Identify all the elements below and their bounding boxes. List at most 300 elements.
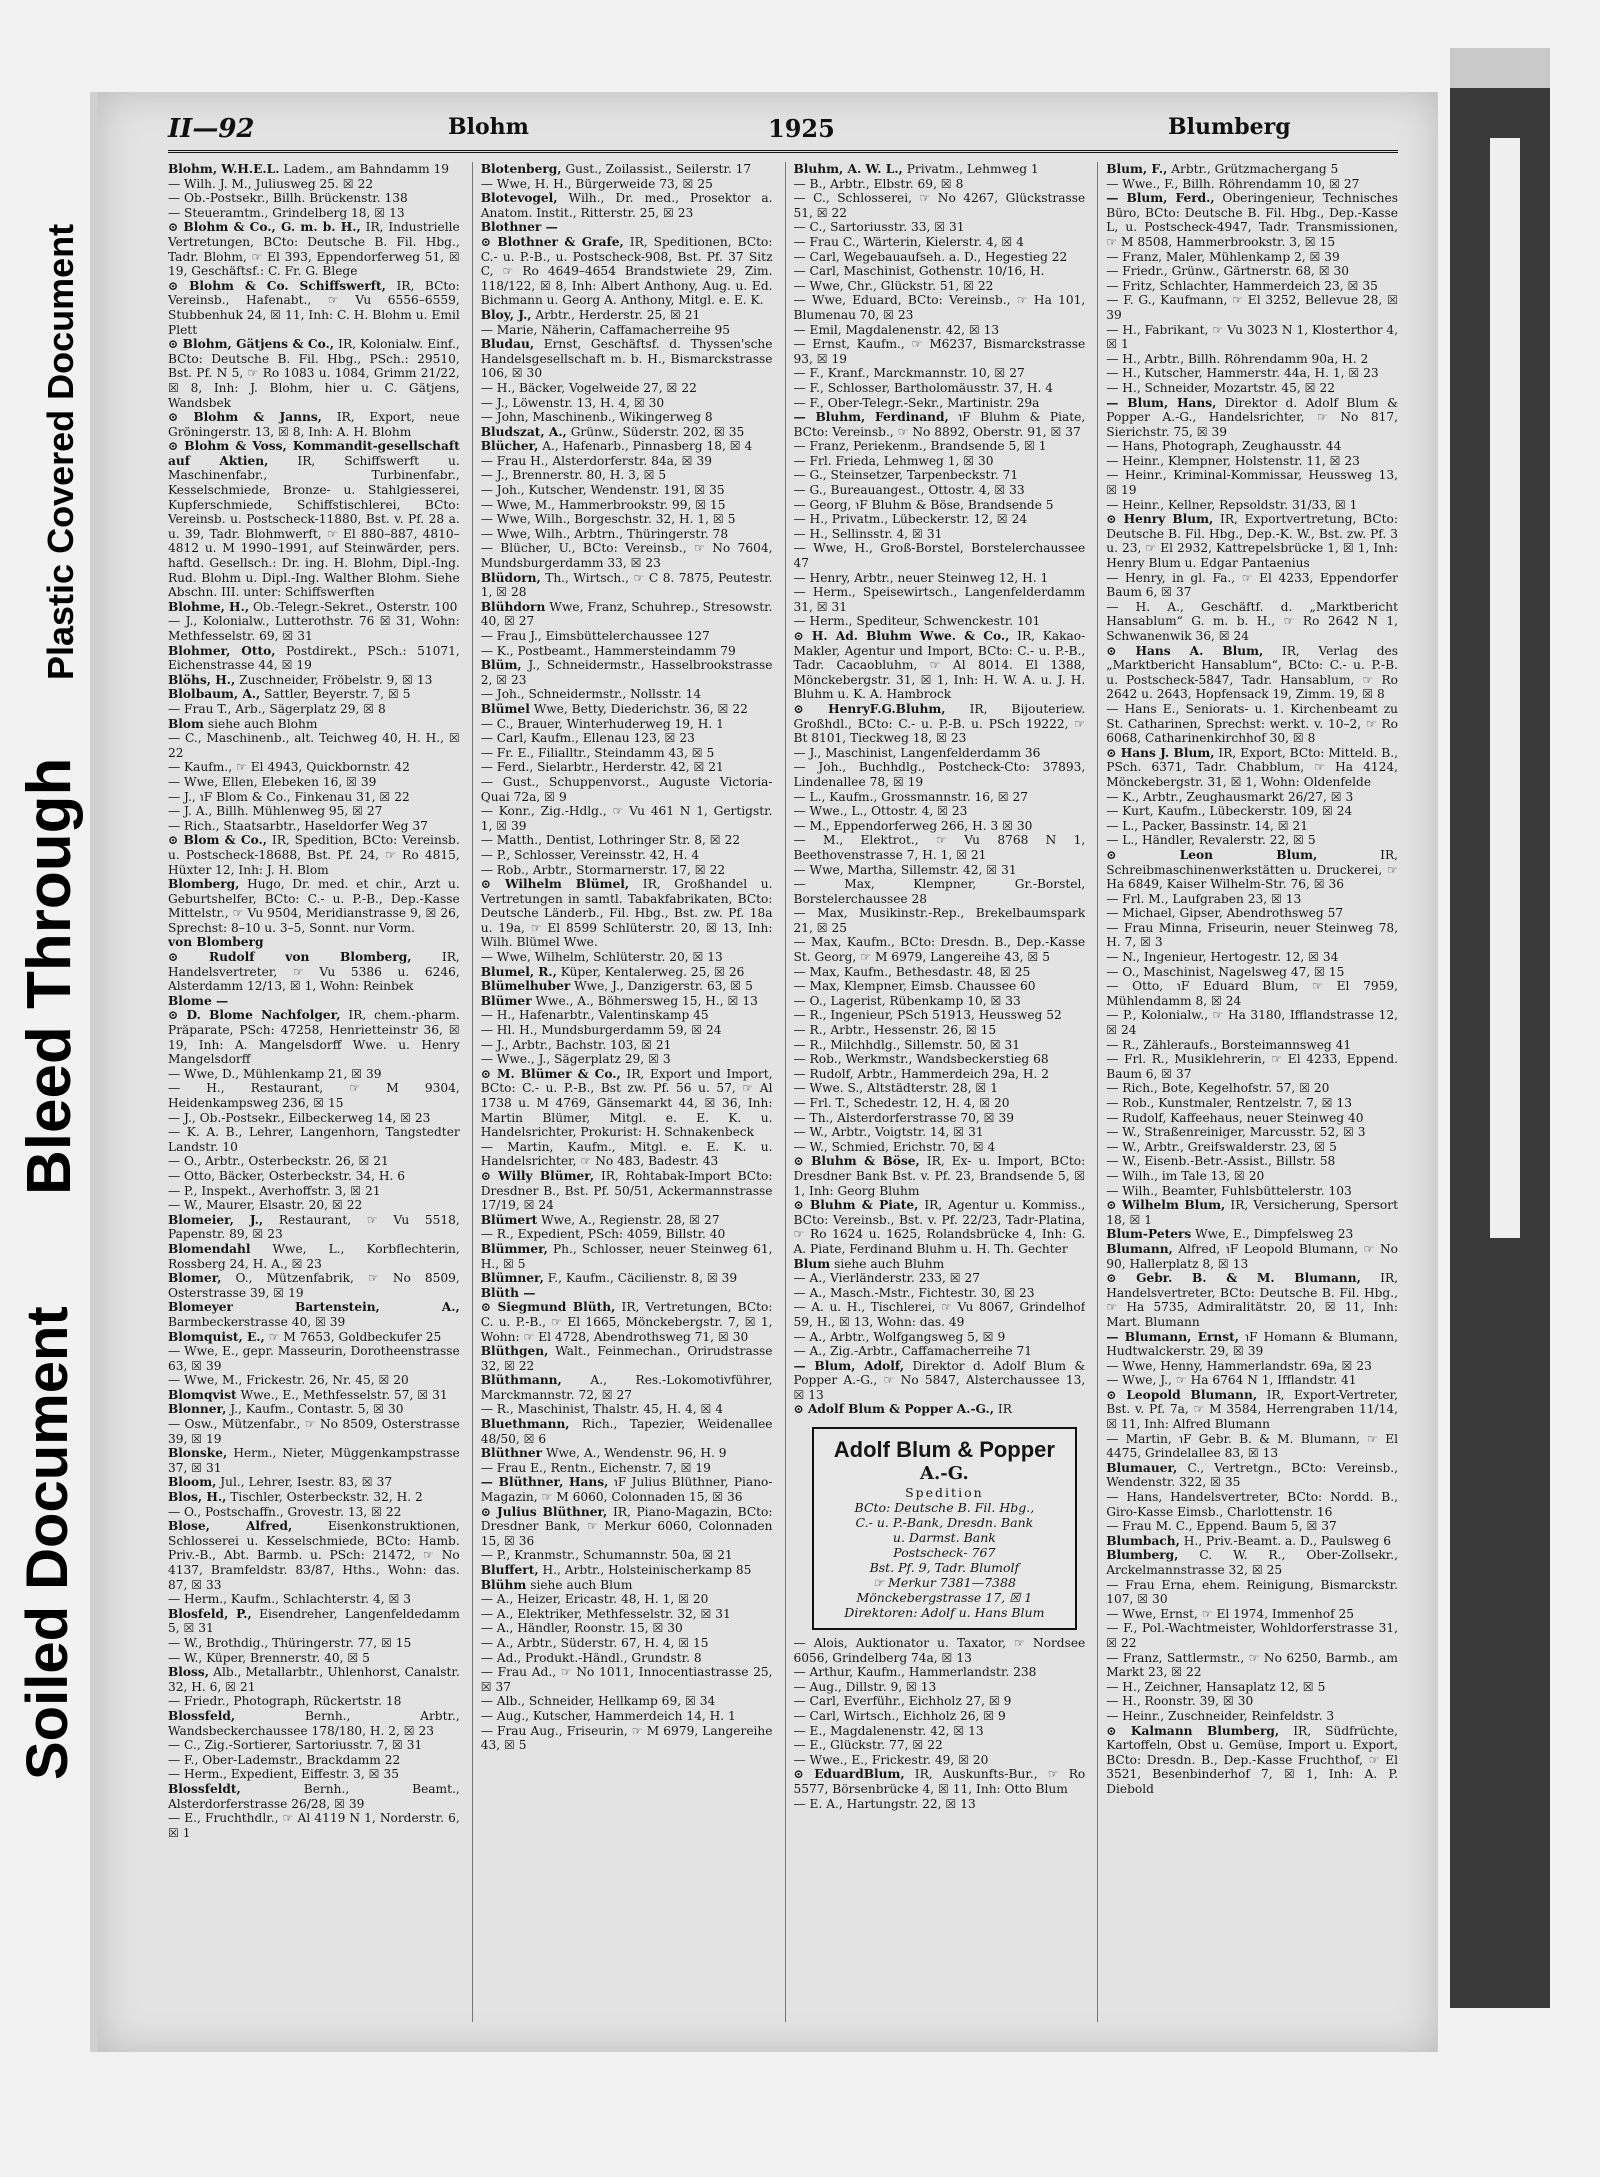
- directory-entry: [1106, 892, 1398, 907]
- entry-text: — O., Postschaffn., Grovestr. 13, ☒ 22: [168, 1504, 402, 1519]
- directory-entry: [481, 1038, 773, 1053]
- directory-entry: [794, 177, 1086, 192]
- entry-text: — Franz, Maler, Mühlenkamp 2, ☒ 39: [1106, 249, 1340, 264]
- entry-name: Blonner,: [168, 1402, 227, 1417]
- entry-text: — Hans, Handelsvertreter, BCto: Nordd. B., Giro-Kasse Eimsb., Charlottenstr. 16: [1106, 1490, 1398, 1519]
- directory-entry: [481, 1417, 773, 1446]
- entry-name: Blotenberg,: [480, 162, 562, 176]
- directory-entry: [481, 337, 773, 381]
- entry-text: — Th., Alsterdorferstrasse 70, ☒ 39: [793, 1110, 1014, 1125]
- entry-text: — Carl, Kaufm., Ellenau 123, ☒ 23: [480, 731, 695, 746]
- entry-name: Blomeier, J.,: [168, 1212, 264, 1227]
- directory-entry: [794, 264, 1086, 279]
- directory-entry: [481, 687, 773, 702]
- entry-text: Wwe, J., Danzigerstr. 63, ☒ 5: [574, 979, 753, 994]
- entry-name: Blossfeld,: [168, 1708, 236, 1723]
- directory-entry: [168, 760, 460, 775]
- directory-entry: [168, 1198, 460, 1213]
- entry-text: — C., Schlosserei, ☞ No 4267, Glückstrasse 51, ☒ 22: [793, 191, 1086, 220]
- directory-entry: [168, 1271, 460, 1300]
- directory-entry: [794, 191, 1086, 220]
- directory-entry: [794, 439, 1086, 454]
- directory-entry: [794, 1140, 1086, 1155]
- directory-entry: [168, 1125, 460, 1154]
- directory-entry: [481, 833, 773, 848]
- entry-name: Blomer,: [168, 1271, 222, 1286]
- entry-text: — Wwe., F., Billh. Röhrendamm 10, ☒ 27: [1106, 176, 1360, 191]
- directory-entry: [168, 731, 460, 760]
- entry-text: — Herm., Speisewirtsch., Langenfelderdamm 31, ☒ 31: [793, 585, 1086, 614]
- directory-entry: [168, 1242, 460, 1271]
- entry-text: — A., Elektriker, Methfesselstr. 32, ☒ 31: [480, 1606, 731, 1621]
- directory-entry: [168, 804, 460, 819]
- entry-text: Ob.-Telegr.-Sekret., Osterstr. 100: [252, 599, 458, 614]
- entry-text: — Wwe, Wilh., Arbtrn., Thüringerstr. 78: [480, 526, 729, 541]
- entry-text: — H., Restaurant, ☞ M 9304, Heidenkampsweg 236, ☒ 15: [168, 1081, 460, 1110]
- entry-text: — M., Elektrot., ☞ Vu 8768 N 1, Beethovenstrasse 7, H. 1, ☒ 21: [793, 833, 1086, 862]
- entry-text: IR, Bijouteriew. Großhdl., BCto: C.- u. P.-B. u. PSch 19222, ☞ Bt 8101, Tieckweg 18, ☒ 23: [793, 701, 1086, 746]
- entry-text: IR, Vertretungen, BCto: C. u. P.-B., ☞ El 1665, Mönckebergstr. 7, ☒ 1, Wohn: ☞ El 4728, Abendrothsweg 71, ☒ 30: [480, 1300, 773, 1344]
- directory-entry: [481, 760, 773, 775]
- entry-text: IR, Piano-Magazin, BCto: Dresdner Bank, ☞ Merkur 6060, Colonnaden 15, ☒ 36: [480, 1504, 773, 1548]
- entry-text: — J. A., Billh. Mühlenweg 95, ☒ 27: [168, 804, 383, 819]
- entry-text: — Herm., Spediteur, Schwenckestr. 101: [793, 614, 1041, 629]
- entry-name: Blumauer,: [1106, 1460, 1178, 1475]
- entry-name: Blüth —: [480, 1285, 536, 1300]
- directory-entry: [794, 279, 1086, 294]
- entry-text: — Hl. H., Mundsburgerdamm 59, ☒ 24: [480, 1023, 722, 1038]
- directory-entry: [481, 191, 773, 220]
- entry-text: — Michael, Gipser, Abendrothsweg 57: [1106, 906, 1344, 921]
- directory-entry: [481, 731, 773, 746]
- entry-text: — Carl, Everführ., Eichholz 27, ☒ 9: [793, 1694, 1012, 1709]
- ad-line: Direktoren: Adolf u. Hans Blum: [844, 1605, 1045, 1621]
- entry-text: IR, Auskunfts-Bur., ☞ Ro 5577, Börsenbrücke 4, ☒ 11, Inh: Otto Blum: [793, 1767, 1086, 1796]
- directory-entry: [1106, 1724, 1398, 1797]
- directory-entry: [168, 1300, 460, 1329]
- directory-entry: [481, 1373, 773, 1402]
- entry-text: — K. A. B., Lehrer, Langenhorn, Tangstedter Landstr. 10: [168, 1125, 460, 1154]
- directory-entry: [794, 483, 1086, 498]
- directory-entry: [481, 1067, 773, 1140]
- directory-entry: [481, 396, 773, 411]
- directory-entry: [481, 410, 773, 425]
- directory-entry: [481, 1694, 773, 1709]
- directory-entry: [794, 585, 1086, 614]
- entry-name: ⊙ M. Blümer & Co.,: [480, 1066, 621, 1081]
- directory-entry: [1106, 965, 1398, 980]
- entry-text: Wwe, L., Korbflechterin, Rossberg 24, H. A., ☒ 23: [168, 1241, 460, 1271]
- directory-entry: [794, 454, 1086, 469]
- entry-text: Wwe, E., Dimpfelsweg 23: [1195, 1227, 1354, 1242]
- directory-entry: [168, 177, 460, 192]
- entry-text: Barmbeckerstrasse 40, ☒ 39: [168, 1314, 346, 1329]
- entry-text: — Wwe, Henny, Hammerlandstr. 69a, ☒ 23: [1106, 1358, 1372, 1373]
- directory-entry: [168, 1782, 460, 1811]
- entry-text: — Rudolf, Arbtr., Hammerdeich 29a, H. 2: [793, 1066, 1050, 1081]
- entry-text: — W., Brothdig., Thüringerstr. 77, ☒ 15: [168, 1635, 412, 1650]
- entry-text: — Otto, ℩F Eduard Blum, ☞ El 7959, Mühlendamm 8, ☒ 24: [1106, 979, 1398, 1008]
- entry-text: Wwe., A., Böhmersweg 15, H., ☒ 13: [535, 993, 758, 1008]
- directory-entry: [481, 177, 773, 192]
- directory-entry: [481, 1140, 773, 1169]
- ad-line: Postscheck- 767: [893, 1545, 996, 1561]
- entry-text: — Gust., Schuppenvorst., Auguste Victoria-Quai 72a, ☒ 9: [480, 774, 773, 804]
- entry-text: — G., Steinsetzer, Tarpenbeckstr. 71: [793, 468, 1019, 483]
- entry-text: — R., Milchhdlg., Sillemstr. 50, ☒ 31: [793, 1037, 1021, 1052]
- entry-text: — F., Kranf., Marckmannstr. 10, ☒ 27: [793, 366, 1025, 381]
- entry-text: — H., Arbtr., Billh. Röhrendamm 90a, H. 2: [1106, 351, 1369, 366]
- entry-name: ⊙ Wilhelm Blümel,: [480, 877, 630, 892]
- entry-name: ⊙ Kalmann Blumberg,: [1106, 1723, 1280, 1738]
- entry-text: — N., Ingenieur, Hertogestr. 12, ☒ 34: [1106, 950, 1339, 965]
- directory-entry: [1106, 1607, 1398, 1622]
- page-number: II—92: [168, 114, 255, 144]
- entry-name: Blohmer, Otto,: [168, 643, 276, 658]
- directory-entry: [481, 950, 773, 965]
- directory-entry: [1106, 1111, 1398, 1126]
- directory-entry: [168, 1388, 460, 1403]
- directory-entry: [1106, 1651, 1398, 1680]
- directory-entry: [168, 1213, 460, 1242]
- entry-text: — Henry, Arbtr., neuer Steinweg 12, H. 1: [793, 570, 1049, 585]
- entry-text: — P., Kranmstr., Schumannstr. 50a, ☒ 21: [480, 1548, 733, 1563]
- entry-name: Blümel: [480, 701, 530, 716]
- entry-name: ⊙ Blohm & Janns,: [168, 410, 322, 425]
- entry-name: ⊙ Willy Blümer,: [480, 1168, 595, 1183]
- directory-entry: [1106, 1709, 1398, 1724]
- directory-entry: [168, 1475, 460, 1490]
- entry-text: IR, Rohtabak-Import BCto: Dresdner B., Bst. Pf. 50/51, Ackermannstrasse 17/19, ☒ 24: [480, 1168, 773, 1213]
- entry-text: Wwe, A., Regienstr. 28, ☒ 27: [541, 1212, 720, 1227]
- entry-text: — Frau T., Arb., Sägerplatz 29, ☒ 8: [168, 701, 386, 716]
- entry-text: IR, Handelsvertreter, ☞ Vu 5386 u. 6246, Alsterdamm 12/13, ☒ 1, Wohn: Reinbek: [168, 950, 460, 994]
- entry-name: Blumel, R.,: [480, 964, 557, 979]
- entry-text: — B., Arbtr., Elbstr. 69, ☒ 8: [793, 176, 964, 191]
- directory-entry: [794, 614, 1086, 629]
- directory-entry: [794, 1680, 1086, 1695]
- directory-entry: [168, 600, 460, 615]
- entry-name: Blumbach,: [1106, 1533, 1180, 1548]
- entry-text: IR, Industrielle Vertretungen, BCto: Deutsche B. Fil. Hbg., Tadr. Blohm, ☞ El 393, Eppendorferweg 51, ☒ 19, Geschäftsf.: C. Fr. G. Blege: [168, 220, 460, 279]
- entry-name: ⊙ Wilhelm Blum,: [1106, 1198, 1226, 1213]
- directory-entry: [1106, 264, 1398, 279]
- directory-entry: [168, 819, 460, 834]
- entry-text: — Wwe, Wilh., Borgeschstr. 32, H. 1, ☒ 5: [480, 512, 736, 527]
- directory-entry: [481, 1169, 773, 1213]
- directory-entry: [1106, 454, 1398, 469]
- entry-text: — Frau J., Eimsbüttelerchaussee 127: [480, 629, 710, 643]
- directory-entry: [794, 1257, 1086, 1272]
- entry-name: ⊙ Gebr. B. & M. Blumann,: [1106, 1271, 1361, 1286]
- directory-entry: [168, 614, 460, 643]
- directory-entry: [1106, 804, 1398, 819]
- directory-entry: [1106, 571, 1398, 600]
- entry-name: ⊙ Hans J. Blum,: [1106, 745, 1215, 760]
- entry-name: ⊙ Bluhm & Böse,: [793, 1154, 920, 1169]
- directory-entry: [168, 162, 460, 177]
- entry-text: — C., Sartoriusstr. 33, ☒ 31: [793, 220, 965, 235]
- directory-entry: [481, 1023, 773, 1038]
- entry-text: — Wwe, D., Mühlenkamp 21, ☒ 39: [168, 1066, 382, 1081]
- entry-name: Blumann,: [1106, 1241, 1173, 1256]
- entry-name: Blom: [168, 716, 204, 731]
- entry-name: Blomquist, E.,: [168, 1329, 265, 1344]
- directory-entry: [481, 1227, 773, 1242]
- entry-text: — Wwe, H. H., Bürgerweide 73, ☒ 25: [480, 176, 713, 191]
- entry-text: — O., Maschinist, Nagelsweg 47, ☒ 15: [1106, 964, 1345, 979]
- entry-text: — Joh., Kutscher, Wendenstr. 191, ☒ 35: [480, 483, 725, 498]
- entry-name: Blonske,: [168, 1446, 228, 1461]
- directory-entry: [794, 1300, 1086, 1329]
- entry-text: — H. A., Geschäftf. d. „Marktbericht Hansablum“ G. m. b. H., ☞ Ro 2642 N 1, Schwanenwik 36, ☒ 24: [1106, 599, 1398, 643]
- entry-text: — Wwe, J., ☞ Ha 6764 N 1, Ifflandstr. 41: [1106, 1373, 1357, 1388]
- entry-text: A., Res.-Lokomotivführer, Marckmannstr. 72, ☒ 27: [480, 1373, 773, 1402]
- directory-entry: [794, 366, 1086, 381]
- directory-entry: [1106, 1154, 1398, 1169]
- entry-text: Küper, Kentalerweg. 25, ☒ 26: [560, 964, 745, 979]
- directory-entry: [168, 994, 460, 1009]
- directory-entry: [168, 790, 460, 805]
- directory-entry: [481, 994, 773, 1009]
- directory-entry: [481, 1475, 773, 1504]
- entry-text: — Aug., Dillstr. 9, ☒ 13: [793, 1679, 937, 1694]
- entry-name: — Blum, Adolf,: [793, 1358, 905, 1373]
- entry-name: ⊙ D. Blome Nachfolger,: [168, 1008, 341, 1023]
- directory-entry: [168, 1081, 460, 1110]
- entry-text: Th., Wirtsch., ☞ C 8. 7875, Peutestr. 1, ☒ 28: [480, 570, 773, 600]
- entry-name: ⊙ HenryF.G.Bluhm,: [793, 701, 946, 716]
- directory-entry: [1106, 1038, 1398, 1053]
- entry-name: Blümert: [480, 1212, 538, 1227]
- directory-entry: [168, 1111, 460, 1126]
- directory-entry: [481, 979, 773, 994]
- directory-entry: [794, 1738, 1086, 1753]
- entry-name: Bludszat, A.,: [480, 424, 567, 439]
- directory-entry: [168, 1373, 460, 1388]
- directory-entry: [794, 498, 1086, 513]
- entry-name: Blücher,: [480, 439, 539, 454]
- entry-text: IR, Südfrüchte, Kartoffeln, Obst u. Gemüse, Import u. Export, BCto: Dresdn. B., Dep.-Kasse Fruchthof, ☞ El 3521, Besenbinderhof 7, ☒ 1, Inh: A. P. Diebold: [1106, 1723, 1398, 1796]
- directory-entry: [794, 1008, 1086, 1023]
- entry-text: Hugo, Dr. med. et chir., Arzt u. Geburtshelfer, BCto: C.- u. P.-B., Dep.-Kasse Mittelstr., ☞ Vu 9504, Meridianstrasse 9, ☒ 26, Sprechst: 8–10 u. 3–5, Sonnt. nur Vorm.: [168, 877, 460, 935]
- entry-text: C., Vertretgn., BCto: Vereinsb., Wendenstr. 322, ☒ 35: [1106, 1460, 1398, 1490]
- directory-entry: [794, 1052, 1086, 1067]
- entry-name: Blühm: [480, 1577, 527, 1592]
- entry-text: Wwe., E., Methfesselstr. 57, ☒ 31: [240, 1387, 448, 1402]
- entry-text: — J., Ob.-Postsekr., Eilbeckerweg 14, ☒ 23: [168, 1110, 431, 1125]
- entry-name: Blohm, W.H.E.L.: [168, 162, 280, 176]
- entry-name: Blomeyer Bartenstein, A.,: [168, 1300, 460, 1315]
- directory-entry: [481, 804, 773, 833]
- entry-name: Blümer: [480, 993, 532, 1008]
- directory-entry: [794, 906, 1086, 935]
- entry-text: — Frau E., Rentn., Eichenstr. 7, ☒ 19: [480, 1460, 711, 1475]
- directory-entry: [481, 1651, 773, 1666]
- entry-text: — K., Postbeamt., Hammersteindamm 79: [480, 643, 736, 658]
- directory-entry: [1106, 1534, 1398, 1549]
- entry-text: ℩F Homann & Blumann, Hudtwalckerstr. 29, ☒ 39: [1106, 1329, 1398, 1359]
- directory-entry: [168, 1665, 460, 1694]
- entry-text: — H., Hafenarbtr., Valentinskamp 45: [480, 1008, 709, 1023]
- directory-entry: [168, 1344, 460, 1373]
- entry-name: ⊙ H. Ad. Bluhm Wwe. & Co.,: [793, 629, 1010, 643]
- directory-entry: [794, 746, 1086, 761]
- directory-entry: [794, 1344, 1086, 1359]
- entry-text: — Henry, in gl. Fa., ☞ El 4233, Eppendorfer Baum 6, ☒ 37: [1106, 570, 1398, 600]
- directory-entry: [794, 337, 1086, 366]
- directory-entry: [168, 1008, 460, 1066]
- entry-text: — Max, Kaufm., Bethesdastr. 48, ☒ 25: [793, 964, 1031, 979]
- entry-text: — Max, Klempner, Gr.-Borstel, Borstelerchaussee 28: [793, 877, 1086, 906]
- ad-line: BCto: Deutsche B. Fil. Hbg.,: [854, 1500, 1035, 1516]
- directory-entry: [1106, 848, 1398, 892]
- directory-entry: [168, 191, 460, 206]
- entry-name: — Blumann, Ernst,: [1106, 1329, 1240, 1344]
- directory-entry: [1106, 1548, 1398, 1577]
- column-3: [785, 162, 1086, 2022]
- directory-entry: [794, 1767, 1086, 1796]
- page-header: [168, 110, 1398, 153]
- directory-entry: [481, 483, 773, 498]
- entry-name: ⊙ Bluhm & Piate,: [793, 1198, 919, 1213]
- entry-text: — Wwe, H., Groß-Borstel, Borstelerchaussee 47: [793, 541, 1086, 571]
- ad-line: Mönckebergstrasse 17, ☒ 1: [856, 1590, 1033, 1606]
- entry-text: ☞ M 7653, Goldbeckufer 25: [268, 1329, 442, 1344]
- entry-name: ⊙ Blothner & Grafe,: [480, 234, 624, 249]
- entry-text: — Wwe, M., Hammerbrookstr. 99, ☒ 15: [480, 497, 726, 512]
- directory-entry: [168, 1417, 460, 1446]
- directory-entry: [481, 454, 773, 469]
- directory-entry: [1106, 1227, 1398, 1242]
- entry-text: — Wwe., E., Frickestr. 49, ☒ 20: [793, 1752, 989, 1767]
- entry-name: Blüm,: [480, 658, 522, 673]
- directory-entry: [794, 935, 1086, 964]
- entry-text: — Ferd., Sielarbtr., Herderstr. 42, ☒ 21: [480, 760, 724, 775]
- entry-text: — Alb., Schneider, Hellkamp 69, ☒ 34: [480, 1694, 716, 1709]
- entry-text: — Ad., Produkt.-Händl., Grundstr. 8: [480, 1650, 702, 1665]
- entry-text: Arbtr., Grützmachergang 5: [1171, 162, 1339, 176]
- directory-entry: [1106, 512, 1398, 570]
- entry-text: — O., Arbtr., Osterbeckstr. 26, ☒ 21: [168, 1154, 389, 1169]
- entry-text: — Wilh., Beamter, Fuhlsbüttelerstr. 103: [1106, 1183, 1352, 1198]
- entry-text: — Fritz, Schlachter, Hammerdeich 23, ☒ 35: [1106, 278, 1378, 293]
- directory-entry: [481, 162, 773, 177]
- directory-entry: [168, 1519, 460, 1592]
- directory-entry: [1106, 250, 1398, 265]
- directory-entry: [1106, 1052, 1398, 1081]
- ad-line: Spedition: [905, 1485, 984, 1501]
- entry-text: — H., Zeichner, Hansaplatz 12, ☒ 5: [1106, 1679, 1326, 1694]
- entry-text: — Carl, Maschinist, Gothenstr. 10/16, H.: [793, 264, 1045, 279]
- directory-entry: [481, 1665, 773, 1694]
- directory-entry: [794, 323, 1086, 338]
- directory-entry: [481, 1271, 773, 1286]
- directory-entry: [794, 250, 1086, 265]
- directory-entry: [1106, 1490, 1398, 1519]
- entry-text: Restaurant, ☞ Vu 5518, Papenstr. 89, ☒ 23: [168, 1212, 460, 1242]
- entry-text: IR, Kolonialw. Einf., BCto: Deutsche B. Fil. Hbg., PSch.: 29510, Bst. Pf. N 5, ☞ Ro 1083 u. 1084, Grimm 21/22, ☒ 8, Inh: J. Blohm, hier u. C. Gätjens, Wandsbek: [168, 337, 460, 410]
- directory-entry: [1106, 746, 1398, 790]
- directory-entry: [794, 1330, 1086, 1345]
- directory-entry: [481, 468, 773, 483]
- directory-entry: [481, 1548, 773, 1563]
- directory-entry: [481, 323, 773, 338]
- entry-text: — O., Lagerist, Rübenkamp 10, ☒ 33: [793, 993, 1021, 1008]
- directory-entry: [794, 1665, 1086, 1680]
- entry-text: — Frau C., Wärterin, Kielerstr. 4, ☒ 4: [793, 234, 1024, 249]
- entry-text: IR, Export-Vertreter, Bst. v. Pf. 7a, ☞ M 3584, Herrengraben 11/14, ☒ 11, Inh: Alfred Blumann: [1106, 1387, 1398, 1432]
- entry-text: — Aug., Kutscher, Hammerdeich 14, H. 1: [480, 1708, 736, 1723]
- entry-text: IR, Export, neue Gröningerstr. 13, ☒ 8, Inh: A. H. Blohm: [168, 410, 460, 439]
- entry-text: — Ernst, Kaufm., ☞ M6237, Bismarckstrasse 93, ☒ 19: [793, 337, 1086, 366]
- entry-name: Blum-Peters: [1106, 1227, 1192, 1242]
- entry-text: siehe auch Blohm: [207, 716, 318, 731]
- directory-entry: [481, 717, 773, 732]
- directory-entry: [794, 293, 1086, 322]
- entry-text: Eisendreher, Langenfeldedamm 5, ☒ 31: [168, 1606, 460, 1636]
- ad-subtitle: A.-G.: [920, 1463, 969, 1485]
- directory-entry: [481, 1709, 773, 1724]
- directory-entry: [481, 308, 773, 323]
- entry-text: — Joh., Buchhdlg., Postcheck-Cto: 37893, Lindenallee 78, ☒ 19: [793, 760, 1086, 789]
- entry-text: — Frau Minna, Friseurin, neuer Steinweg 78, H. 7, ☒ 3: [1106, 920, 1398, 950]
- entry-text: — H., Schneider, Mozartstr. 45, ☒ 22: [1106, 380, 1335, 395]
- directory-columns: [168, 162, 1398, 2022]
- directory-entry: [1106, 1140, 1398, 1155]
- entry-text: — R., Ingenieur, PSch 51913, Heussweg 52: [793, 1008, 1062, 1023]
- entry-text: — W., Maurer, Elsastr. 20, ☒ 22: [168, 1198, 363, 1213]
- entry-name: Blose, Alfred,: [168, 1519, 293, 1534]
- directory-entry: [794, 162, 1086, 177]
- entry-name: ⊙ Adolf Blum & Popper A.-G.,: [793, 1402, 994, 1417]
- entry-name: ⊙ Rudolf von Blomberg,: [168, 950, 412, 965]
- entry-text: — C., Brauer, Winterhuderweg 19, H. 1: [480, 716, 724, 731]
- entry-text: — Wilh., im Tale 13, ☒ 20: [1106, 1168, 1265, 1183]
- entry-text: ℩F Bluhm & Piate, BCto: Vereinsb., ☞ No 8892, Oberstr. 91, ☒ 37: [793, 410, 1086, 439]
- directory-entry: [481, 1607, 773, 1622]
- directory-entry: [1106, 279, 1398, 294]
- directory-entry: [1106, 323, 1398, 352]
- entry-name: ⊙ EduardBlum,: [793, 1767, 905, 1782]
- entry-text: — G., Bureauangest., Ottostr. 4, ☒ 33: [793, 483, 1025, 498]
- directory-entry: [481, 235, 773, 308]
- entry-name: ⊙ Leon Blum,: [1106, 847, 1318, 862]
- directory-entry: [168, 1753, 460, 1768]
- directory-entry: [168, 717, 460, 732]
- entry-text: — Friedr., Grünw., Gärtnerstr. 68, ☒ 30: [1106, 264, 1350, 279]
- directory-entry: [1106, 819, 1398, 834]
- entry-text: — W., Arbtr., Voigtstr. 14, ☒ 31: [793, 1125, 984, 1140]
- entry-text: IR, BCto: Vereinsb., Hafenabt., ☞ Vu 6556–6559, Stubbenhuk 24, ☒ 11, Inh: C. H. Blohm u. Emil Plett: [168, 278, 460, 337]
- directory-entry: [168, 1651, 460, 1666]
- entry-text: — F., Ober-Telegr.-Sekr., Martinistr. 29a: [793, 395, 1040, 410]
- entry-text: — Max, Kaufm., BCto: Dresdn. B., Dep.-Kasse St. Georg, ☞ M 6979, Langereihe 43, ☒ 5: [793, 935, 1086, 965]
- directory-entry: [481, 1286, 773, 1301]
- entry-text: — Franz, Sattlermstr., ☞ No 6250, Barmb., am Markt 23, ☒ 22: [1106, 1650, 1398, 1680]
- directory-entry: [481, 1592, 773, 1607]
- entry-text: Ladem., am Bahndamm 19: [283, 162, 450, 176]
- directory-entry: [168, 935, 460, 950]
- entry-text: — E., Glückstr. 77, ☒ 22: [793, 1738, 943, 1753]
- entry-text: Alfred, ℩F Leopold Blumann, ☞ No 90, Hallerplatz 8, ☒ 13: [1106, 1241, 1398, 1271]
- bleed-through-label: Bleed Through: [15, 757, 84, 1195]
- directory-entry: [168, 1592, 460, 1607]
- directory-entry: [1106, 1330, 1398, 1359]
- directory-entry: [1106, 1242, 1398, 1271]
- entry-text: — Hans E., Seniorats- u. 1. Kirchenbeamt zu St. Catharinen, Sprechst: werkt. v. 10–2, ☞ Ro 6068, Catharinenkirchhof 30, ☒ 8: [1106, 701, 1398, 746]
- entry-text: — Osw., Mützenfabr., ☞ No 8509, Osterstrasse 39, ☒ 19: [168, 1417, 460, 1446]
